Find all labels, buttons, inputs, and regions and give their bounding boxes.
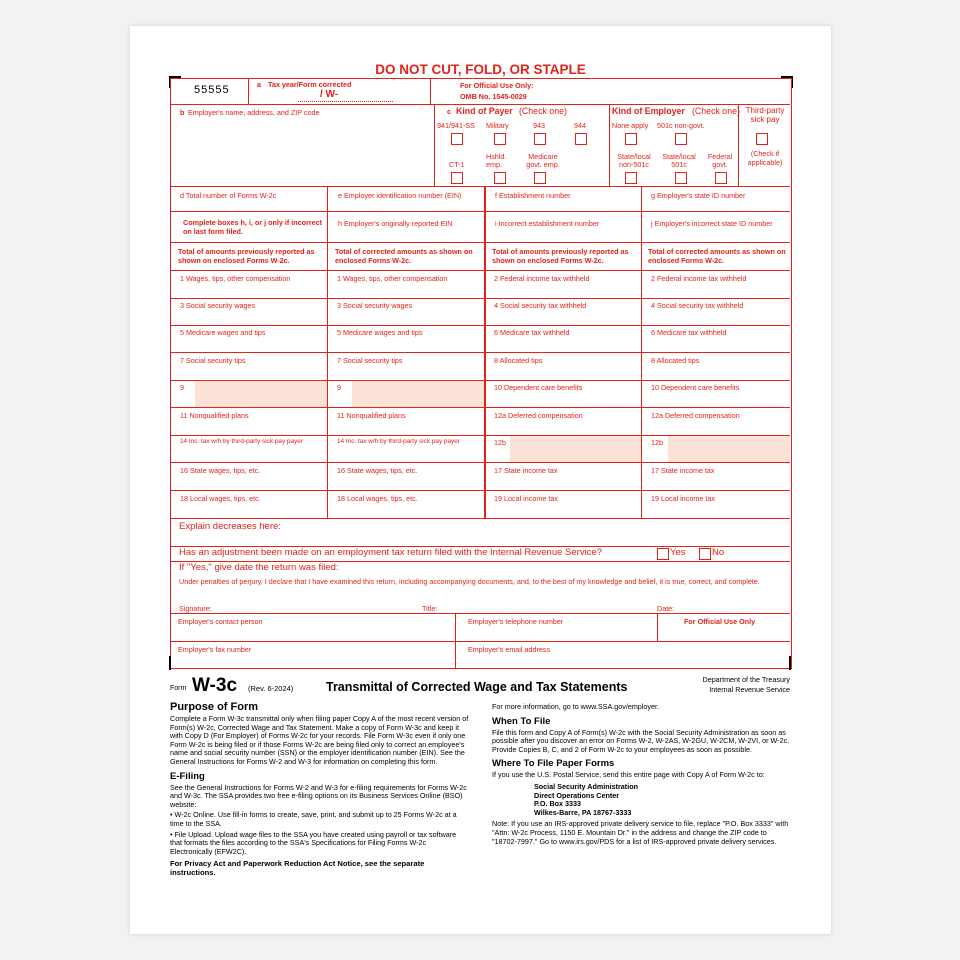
perjury-statement: Under penalties of perjury, I declare that I have examined this return, including accompanying documents, and, to the best of my knowledge and belief, it is true, correct, and complete. — [179, 577, 760, 586]
more-info: For more information, go to www.SSA.gov/employer. — [492, 702, 659, 711]
employer-501c-nongovt: 501c non-govt. — [657, 121, 705, 130]
amount-input-right-corr-8[interactable] — [643, 503, 783, 517]
box-i-label: i Incorrect establishment number — [495, 219, 600, 228]
adjustment-question: Has an adjustment been made on an employment tax return filed with the Internal Revenue Service? — [179, 547, 602, 558]
address-line: Wilkes-Barre, PA 18767-3333 — [534, 807, 632, 817]
amount-input-left-prev-6[interactable] — [172, 447, 312, 461]
if-yes-date-label: If "Yes," give date the return was filed: — [179, 562, 339, 573]
amount-input-left-prev-1[interactable] — [172, 310, 312, 324]
amount-box-label-right-prev-3: 8 Allocated tips — [494, 356, 543, 365]
official-use-only-label: For Official Use Only — [684, 617, 756, 626]
employer-letter: b — [180, 108, 185, 117]
box-h-label: h Employer's originally reported EIN — [338, 219, 453, 228]
instructions-left — [170, 701, 470, 878]
amount-input-left-prev-5[interactable] — [172, 420, 312, 434]
amount-box-label-right-corr-3: 8 Allocated tips — [651, 356, 700, 365]
box-e-label: e Employer identification number (EIN) — [338, 191, 462, 200]
amount-input-right-prev-7[interactable] — [486, 475, 626, 489]
payer-medicare-checkbox[interactable] — [534, 172, 546, 184]
when-to-file-title: When To File — [492, 715, 551, 727]
amount-box-label-left-prev-4: 9 — [180, 383, 184, 392]
amount-box-label-left-corr-0: 1 Wages, tips, other compensation — [337, 274, 448, 283]
col-header-3: Total of amounts previously reported as shown on enclosed Forms W-2c. — [492, 247, 629, 265]
efiling-bullet-2: • File Upload. Upload wage files to the SSA you have created using payroll or tax software that formats the files according to the SSA's Specifications for Filing Forms W-2c Electronically (EFW2C). — [170, 829, 457, 856]
amount-input-right-corr-1[interactable] — [643, 310, 783, 324]
amount-box-label-left-prev-6: 14 Inc. tax w/h by third-party sick pay payer — [180, 438, 303, 445]
payer-943-checkbox[interactable] — [534, 133, 546, 145]
registration-corner-bl — [169, 656, 181, 670]
col-header-1: Total of amounts previously reported as shown on enclosed Forms W-2c. — [178, 247, 315, 265]
amount-box-label-left-prev-5: 11 Nonqualified plans — [180, 411, 249, 420]
payer-943: 943 — [533, 121, 545, 130]
amount-box-label-left-corr-4: 9 — [337, 383, 341, 392]
telephone-label: Employer's telephone number — [468, 617, 564, 626]
boxes-hij-note: Complete boxes h, i, or j only if incorrect on last form filed. — [183, 218, 322, 236]
amount-box-label-left-corr-6: 14 Inc. tax w/h by third-party sick pay payer — [337, 438, 460, 445]
amount-box-label-right-corr-1: 4 Social security tax withheld — [651, 301, 744, 310]
adjustment-no-checkbox[interactable] — [699, 548, 711, 560]
amount-box-label-right-corr-6: 12b — [651, 438, 663, 447]
third-party-note: (Check if applicable) — [747, 149, 783, 167]
payer-941-checkbox[interactable] — [451, 133, 463, 145]
dept-irs: Internal Revenue Service — [709, 685, 790, 694]
amount-box-label-right-corr-5: 12a Deferred compensation — [651, 411, 740, 420]
delivery-note: Note: If you use an IRS-approved private delivery service to file, replace "P.O. Box 3333" with "Attn: W-2c Process, 1150 E. Mountain Dr." in the address and change the ZIP code to "18702-7997." Go to www.irs.gov/PDS for a list of IRS-approved private delivery services. — [492, 819, 789, 846]
col-header-2: Total of corrected amounts as shown on enclosed Forms W-2c. — [335, 247, 473, 265]
amount-box-label-right-prev-6: 12b — [494, 438, 506, 447]
payer-ct1: CT-1 — [449, 160, 465, 169]
employer-name-label: Employer's name, address, and ZIP code — [188, 108, 320, 117]
purpose-text: Complete a Form W-3c transmittal only when filing paper Copy A of the most recent version of Form(s) W-2c, Corrected Wage and Tax Statement. Make a copy of Form W-3c and keep it with Copy D (For Employer) of Forms W-2c for your records. File Form W-3c even if only one Form W-2c is being filed or if those Forms W-2c are being filed only to correct an employee's name and social security number (SSN) or the employer identification number (EIN). See the General Instructions for Forms W-2 and W-3 for information on completing this form. — [170, 714, 469, 766]
address-line: Direct Operations Center — [534, 790, 620, 800]
amount-input-left-prev-4[interactable] — [172, 392, 312, 406]
amount-box-label-left-prev-0: 1 Wages, tips, other compensation — [180, 274, 291, 283]
payer-944: 944 — [574, 121, 586, 130]
official-use-label: For Official Use Only: — [460, 81, 534, 90]
amount-box-label-right-prev-0: 2 Federal income tax withheld — [494, 274, 590, 283]
kind-of-payer-title: Kind of Payer — [456, 106, 513, 116]
employer-federal-govt-checkbox[interactable] — [715, 172, 727, 184]
efiling-title: E-Filing — [170, 770, 205, 782]
payer-944-checkbox[interactable] — [575, 133, 587, 145]
payer-hshld: Hshld. emp. — [486, 152, 507, 169]
payer-941: 941/941-SS — [437, 121, 475, 130]
amount-input-left-corr-3[interactable] — [329, 365, 469, 379]
explain-decreases-label: Explain decreases here: — [179, 521, 281, 532]
amount-input-left-prev-2[interactable] — [172, 337, 312, 351]
employer-state-local-non501c: State/local non-501c — [617, 152, 651, 169]
amount-input-right-corr-4[interactable] — [643, 392, 783, 406]
where-to-file-text: If you use the U.S. Postal Service, send this entire page with Copy A of Form W-2c to: — [492, 770, 765, 780]
amount-box-label-right-corr-2: 6 Medicare tax withheld — [651, 328, 727, 337]
instructions-right — [492, 703, 792, 846]
employer-none-apply: None apply — [612, 121, 649, 130]
amount-box-label-left-prev-8: 18 Local wages, tips, etc. — [180, 494, 261, 503]
omb-number: OMB No. 1545-0029 — [460, 92, 527, 101]
amount-input-left-prev-0[interactable] — [172, 283, 312, 297]
employer-501c-nongovt-checkbox[interactable] — [675, 133, 687, 145]
amount-input-right-prev-5[interactable] — [486, 420, 626, 434]
third-party-sick-pay-label: Third-party sick pay — [745, 106, 785, 124]
amount-input-left-corr-6[interactable] — [329, 447, 469, 461]
amount-box-label-right-corr-4: 10 Dependent care benefits — [651, 383, 740, 392]
amount-box-label-right-prev-5: 12a Deferred compensation — [494, 411, 583, 420]
amount-box-label-left-prev-7: 16 State wages, tips, etc. — [180, 466, 261, 475]
amount-box-label-left-prev-2: 5 Medicare wages and tips — [180, 328, 266, 337]
fax-label: Employer's fax number — [178, 645, 252, 654]
adjustment-no-label: No — [712, 547, 725, 558]
amount-box-label-right-prev-7: 17 State income tax — [494, 466, 558, 475]
payer-ct1-checkbox[interactable] — [451, 172, 463, 184]
amount-input-right-prev-0[interactable] — [486, 283, 626, 297]
tax-year-label: Tax year/Form corrected — [268, 80, 352, 89]
adjustment-yes-label: Yes — [670, 547, 686, 558]
form-word: Form — [170, 685, 187, 692]
form-name: W-3c — [192, 675, 238, 696]
amount-input-left-prev-7[interactable] — [172, 475, 312, 489]
employer-state-local-non501c-checkbox[interactable] — [625, 172, 637, 184]
amount-input-right-corr-7[interactable] — [643, 475, 783, 489]
form-revision: (Rev. 6-2024) — [248, 684, 294, 693]
amount-input-left-corr-1[interactable] — [329, 310, 469, 324]
address-line: Social Security Administration — [534, 781, 638, 791]
amount-input-left-corr-8[interactable] — [329, 503, 469, 517]
kind-of-employer-hint: (Check one) — [692, 106, 740, 116]
amount-input-right-prev-8[interactable] — [486, 503, 626, 517]
amount-input-left-corr-0[interactable] — [329, 283, 469, 297]
amount-box-label-right-prev-8: 19 Local income tax — [494, 494, 558, 503]
amount-input-right-prev-1[interactable] — [486, 310, 626, 324]
address-line: P.O. Box 3333 — [534, 799, 582, 809]
amount-input-left-corr-7[interactable] — [329, 475, 469, 489]
payer-military: Military — [486, 121, 509, 130]
amount-box-label-right-corr-8: 19 Local income tax — [651, 494, 715, 503]
employer-federal-govt: Federal govt. — [707, 152, 733, 169]
amount-box-label-right-prev-4: 10 Dependent care benefits — [494, 383, 583, 392]
amount-input-left-prev-3[interactable] — [172, 365, 312, 379]
amount-input-left-corr-4[interactable] — [329, 392, 469, 406]
do-not-cut-warning: DO NOT CUT, FOLD, OR STAPLE — [375, 62, 586, 77]
tax-year-input-line — [298, 101, 393, 102]
tax-year-letter: a — [257, 80, 261, 89]
form-w3c-page — [130, 26, 831, 934]
form-code: 55555 — [194, 84, 230, 96]
amount-box-label-right-prev-2: 6 Medicare tax withheld — [494, 328, 570, 337]
third-party-sick-pay-checkbox[interactable] — [756, 133, 768, 145]
amount-input-right-corr-5[interactable] — [643, 420, 783, 434]
amount-input-right-prev-2[interactable] — [486, 337, 626, 351]
payer-medicare: Medicare govt. emp. — [526, 152, 560, 169]
employer-state-local-501c-checkbox[interactable] — [675, 172, 687, 184]
email-label: Employer's email address — [468, 645, 551, 654]
payer-letter: c — [447, 107, 451, 116]
when-to-file-text: File this form and Copy A of Form(s) W-2c with the Social Security Administration as soon as possible after you discover an error on Forms W-2, W-2AS, W-2GU, W-2CM, W-2VI, or W-2c. Provide Copies B, C, and 2 of Form W-2c to your employees as soon as possible. — [492, 727, 790, 754]
employer-state-local-501c: State/local 501c — [662, 152, 696, 169]
date-label: Date: — [657, 604, 675, 613]
efiling-bullet-1: • W-2c Online. Use fill-in forms to create, save, print, and submit up to 25 Forms W-2c at a time to the SSA. — [170, 810, 457, 828]
box-g-label: g Employer's state ID number — [651, 191, 746, 200]
amount-box-label-left-prev-3: 7 Social security tips — [180, 356, 246, 365]
payer-hshld-checkbox[interactable] — [494, 172, 506, 184]
amount-box-label-right-corr-0: 2 Federal income tax withheld — [651, 274, 747, 283]
amount-input-right-prev-3[interactable] — [486, 365, 626, 379]
amount-input-left-corr-2[interactable] — [329, 337, 469, 351]
payer-military-checkbox[interactable] — [494, 133, 506, 145]
form-title: Transmittal of Corrected Wage and Tax Statements — [326, 680, 628, 694]
amount-box-label-left-prev-1: 3 Social security wages — [180, 301, 256, 310]
amount-input-right-corr-6[interactable] — [643, 447, 783, 461]
amount-box-label-right-prev-1: 4 Social security tax withheld — [494, 301, 587, 310]
col-header-4: Total of corrected amounts as shown on enclosed Forms W-2c. — [648, 247, 786, 265]
amount-box-label-left-corr-5: 11 Nonqualified plans — [337, 411, 406, 420]
amount-input-left-corr-5[interactable] — [329, 420, 469, 434]
amount-input-right-prev-4[interactable] — [486, 392, 626, 406]
where-to-file-title: Where To File Paper Forms — [492, 758, 615, 770]
amount-input-right-corr-2[interactable] — [643, 337, 783, 351]
amount-box-label-left-corr-2: 5 Medicare wages and tips — [337, 328, 423, 337]
box-f-label: f Establishment number — [495, 191, 571, 200]
amount-box-label-left-corr-7: 16 State wages, tips, etc. — [337, 466, 418, 475]
amount-box-label-left-corr-8: 18 Local wages, tips, etc. — [337, 494, 418, 503]
registration-corner-br — [789, 656, 791, 670]
employer-name-field[interactable] — [172, 118, 432, 184]
form-corrected-field[interactable]: / W- — [320, 89, 339, 100]
dept-treasury: Department of the Treasury — [702, 675, 790, 684]
purpose-title: Purpose of Form — [170, 701, 259, 713]
title-label: Title: — [422, 604, 438, 613]
amount-box-label-right-corr-7: 17 State income tax — [651, 466, 715, 475]
efiling-text: See the General Instructions for Forms W-2 and W-3 for e-filing requirements for Forms W-2c and W-3c. The SSA provides two free e-filing options on its Business Services Online (BSO) website: — [170, 782, 467, 809]
box-j-label: j Employer's incorrect state ID number — [651, 219, 773, 228]
adjustment-yes-checkbox[interactable] — [657, 548, 669, 560]
kind-of-payer-hint: (Check one) — [519, 106, 567, 116]
ssa-address — [534, 783, 792, 817]
kind-of-employer-title: Kind of Employer — [612, 106, 685, 116]
amount-input-left-prev-8[interactable] — [172, 503, 312, 517]
employer-none-apply-checkbox[interactable] — [625, 133, 637, 145]
amount-input-right-prev-6[interactable] — [486, 447, 626, 461]
box-d-label: d Total number of Forms W-2c — [180, 191, 277, 200]
amount-box-label-left-corr-1: 3 Social security wages — [337, 301, 413, 310]
amount-input-right-corr-3[interactable] — [643, 365, 783, 379]
privacy-notice: For Privacy Act and Paperwork Reduction Act Notice, see the separate instructions. — [170, 859, 425, 877]
amount-input-right-corr-0[interactable] — [643, 283, 783, 297]
contact-person-label: Employer's contact person — [178, 617, 263, 626]
amount-box-label-left-corr-3: 7 Social security tips — [337, 356, 403, 365]
signature-label: Signature: — [179, 604, 212, 613]
